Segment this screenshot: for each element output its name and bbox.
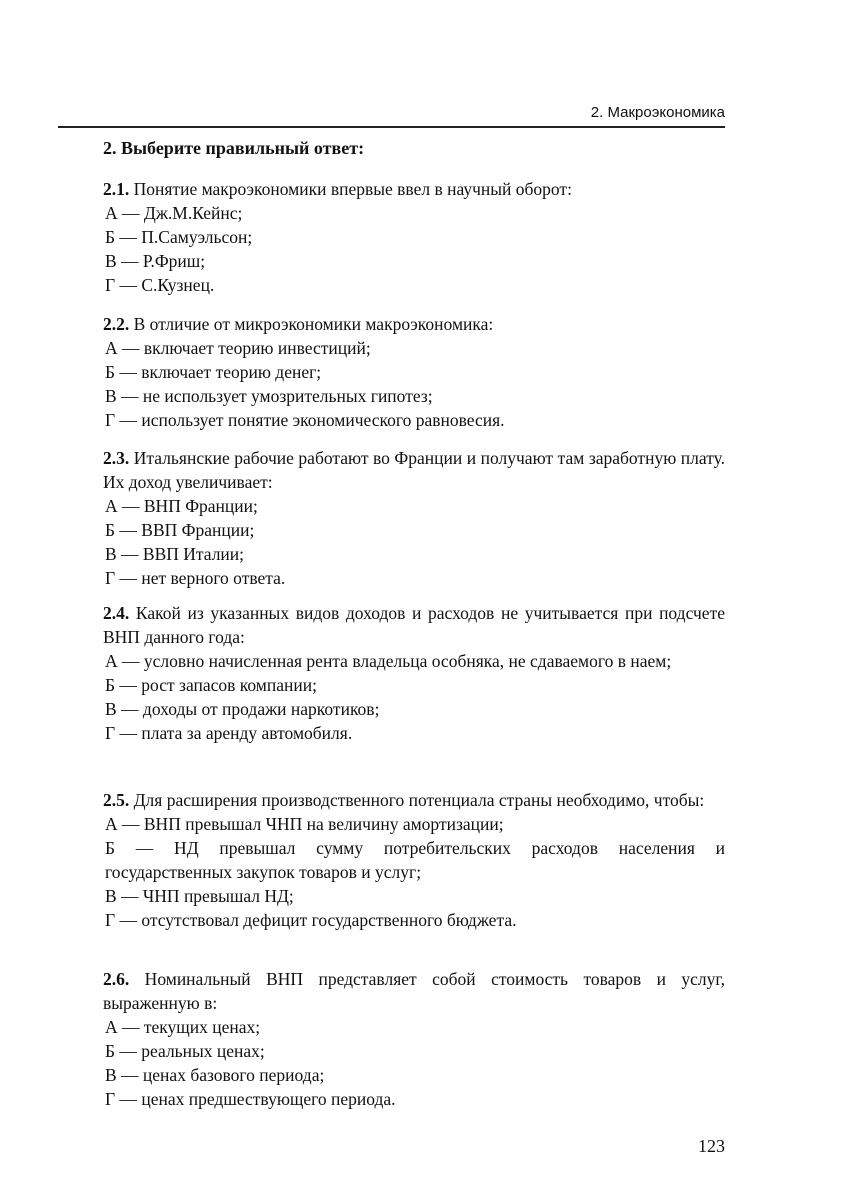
answer-option: Г — С.Кузнец. [105, 275, 215, 295]
answer-option: А — ВНП Франции; [105, 496, 258, 516]
question-block [103, 312, 725, 432]
answer-option: А — текущих ценах; [105, 1017, 261, 1037]
question-text [103, 312, 725, 336]
question-text [103, 446, 725, 494]
answer-option: А — ВНП превышал ЧНП на величину амортизации; [105, 814, 504, 834]
answer-option: В — ВВП Италии; [105, 544, 245, 564]
answer-option: В — доходы от продажи наркотиков; [105, 699, 380, 719]
answer-option: Г — отсутствовал дефицит государственного бюджета. [105, 910, 517, 930]
answer-option: А — Дж.М.Кейнс; [105, 203, 243, 223]
answer-option: Б — включает теорию денег; [105, 362, 322, 382]
answer-option: Б — реальных ценах; [105, 1041, 265, 1061]
section-title: 2. Выберите правильный ответ: [103, 138, 365, 158]
answer-option: Г — плата за аренду автомобиля. [105, 723, 353, 743]
question-block [103, 967, 725, 1111]
answer-option: А — условно начисленная рента владельца особняка, не сдаваемого в наем; [105, 651, 672, 671]
answer-option: Б — П.Самуэльсон; [105, 227, 253, 247]
question-block [103, 446, 725, 590]
question-block [103, 601, 725, 745]
answer-option: Г — использует понятие экономического равновесия. [105, 410, 505, 430]
question-body: Какой из указанных видов доходов и расходов не учитывается при подсчете ВНП данного года: [103, 603, 725, 647]
header-rule [58, 126, 725, 128]
question-block [103, 177, 725, 297]
question-body: Понятие макроэкономики впервые ввел в научный оборот: [129, 179, 572, 199]
answer-option: А — включает теорию инвестиций; [105, 338, 371, 358]
answer-option: В — не использует умозрительных гипотез; [105, 386, 433, 406]
question-body: Номинальный ВНП представляет собой стоимость товаров и услуг, выраженную в: [103, 969, 725, 1013]
answer-option: В — Р.Фриш; [105, 251, 206, 271]
page-number: 123 [698, 1136, 725, 1156]
question-number: 2.5. [103, 790, 130, 810]
question-body: Итальянские рабочие работают во Франции и получают там заработную плату. Их доход увеличивает: [103, 448, 725, 492]
answer-option: Б — НД превышал сумму потребительских расходов населения и государственных закупок товаров и услуг; [105, 838, 725, 882]
answer-option: Б — ВВП Франции; [105, 520, 255, 540]
question-number: 2.1. [103, 179, 130, 199]
question-number: 2.3. [103, 448, 130, 468]
answer-option: Б — рост запасов компании; [105, 675, 317, 695]
question-number: 2.2. [103, 314, 130, 334]
question-text [103, 601, 725, 649]
question-text [103, 967, 725, 1015]
answer-option: В — ценах базового периода; [105, 1065, 325, 1085]
question-block [103, 788, 725, 932]
question-body: В отличие от микроэкономики макроэкономика: [129, 314, 494, 334]
question-text [103, 177, 725, 201]
question-body: Для расширения производственного потенциала страны необходимо, чтобы: [129, 790, 705, 810]
answer-option: Г — ценах предшествующего периода. [105, 1089, 396, 1109]
running-head: 2. Макроэкономика [590, 104, 725, 121]
answer-option: В — ЧНП превышал НД; [105, 886, 294, 906]
answer-option: Г — нет верного ответа. [105, 568, 286, 588]
question-text [103, 788, 725, 812]
question-number: 2.4. [103, 603, 130, 623]
question-number: 2.6. [103, 969, 130, 989]
